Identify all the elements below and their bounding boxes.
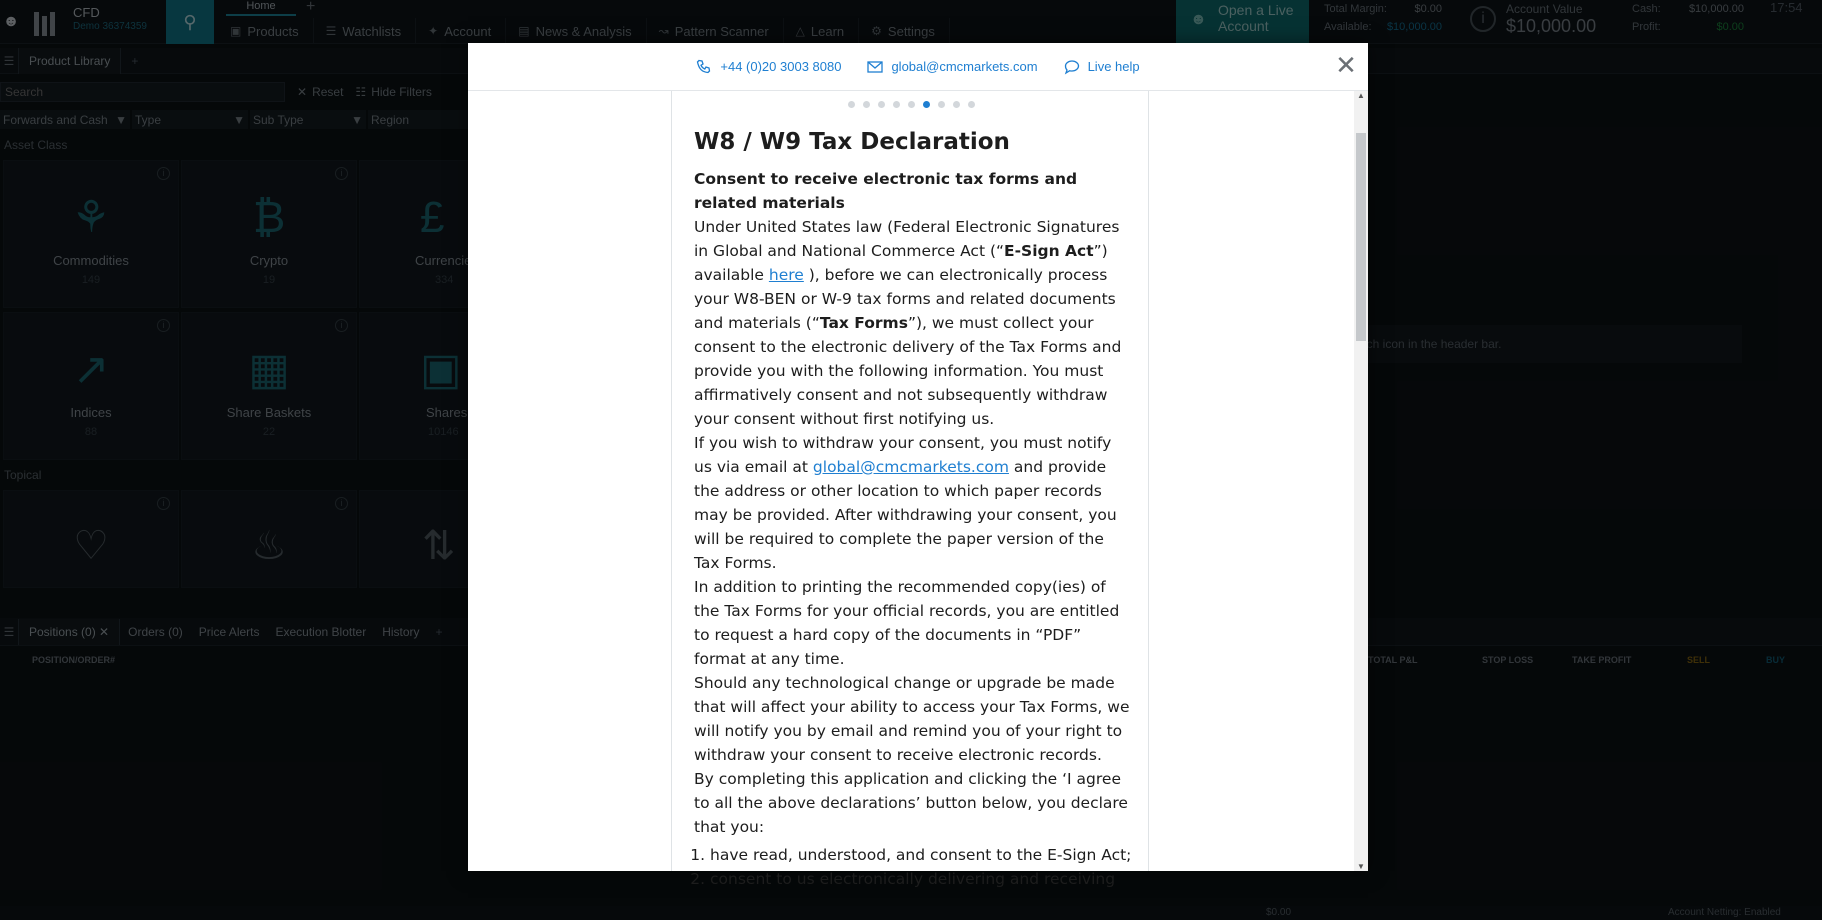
text: ”) available bbox=[694, 242, 1108, 284]
text-bold: E-Sign Act bbox=[1004, 242, 1094, 260]
modal-scrollbar[interactable] bbox=[1354, 91, 1368, 871]
paragraph-withdraw bbox=[694, 431, 1134, 575]
step-dot bbox=[953, 101, 960, 108]
phone-link[interactable] bbox=[696, 59, 841, 75]
list-item: 2. consent to us electronically delivering and receiving bbox=[710, 867, 1134, 891]
close-icon: ✕ bbox=[1335, 50, 1357, 80]
paragraph-upgrade: Should any technological change or upgrade be made that will affect your ability to access your Tax Forms, we will notify you by email and remind you of your right to withdraw your consent to receive electronic records. bbox=[694, 674, 1130, 764]
step-dot bbox=[968, 101, 975, 108]
withdraw-email-link[interactable]: global@cmcmarkets.com bbox=[812, 458, 1009, 476]
step-dot bbox=[893, 101, 900, 108]
page-title: W8 / W9 Tax Declaration bbox=[694, 129, 1010, 155]
step-dot bbox=[878, 101, 885, 108]
email-label: global@cmcmarkets.com bbox=[891, 59, 1038, 74]
text: and provide the address or other location to which paper records may be provided. After withdrawing your consent, you will be required to complete the paper version of the Tax Forms. bbox=[694, 458, 1117, 572]
paragraph-printing: In addition to printing the recommended copy(ies) of the Tax Forms for your official records, you are entitled to request a hard copy of the documents in “PDF” format at any time. bbox=[694, 578, 1120, 668]
scroll-thumb[interactable] bbox=[1356, 133, 1366, 341]
step-dot bbox=[848, 101, 855, 108]
step-dot-active bbox=[923, 101, 930, 108]
step-dot bbox=[938, 101, 945, 108]
step-dot bbox=[908, 101, 915, 108]
text: ), before we can electronically process your W8-BEN or W-9 tax forms and related documents and materials (“ bbox=[694, 266, 1116, 332]
phone-icon bbox=[696, 59, 712, 75]
text: If you wish to withdraw your consent, you must notify us via email at bbox=[694, 434, 1112, 476]
tax-declaration-modal bbox=[468, 43, 1368, 888]
step-indicator bbox=[672, 95, 1150, 113]
modal-content bbox=[671, 91, 1149, 888]
scroll-up-icon[interactable]: ▲ bbox=[1357, 91, 1365, 100]
declaration-list bbox=[710, 843, 1134, 891]
live-help-link[interactable] bbox=[1064, 59, 1140, 75]
esign-here-link[interactable]: here bbox=[768, 266, 804, 284]
list-item: 1. have read, understood, and consent to the E-Sign Act; bbox=[710, 843, 1134, 867]
text-bold: Tax Forms bbox=[819, 314, 908, 332]
paragraph-esign bbox=[694, 215, 1134, 431]
email-link[interactable] bbox=[867, 59, 1037, 75]
consent-subheading: Consent to receive electronic tax forms and related materials bbox=[694, 170, 1078, 212]
close-modal-button[interactable] bbox=[1334, 51, 1358, 79]
paragraph-declare: By completing this application and clicking the ‘I agree to all the above declarations’ button below, you declare that you: bbox=[694, 770, 1128, 836]
modal-contact-bar bbox=[468, 43, 1368, 91]
tax-document bbox=[694, 127, 1134, 891]
mail-icon bbox=[867, 59, 883, 75]
live-help-label: Live help bbox=[1087, 59, 1140, 74]
step-dot bbox=[863, 101, 870, 108]
phone-label: +44 (0)20 3003 8080 bbox=[720, 59, 842, 74]
chat-icon bbox=[1064, 59, 1080, 75]
scroll-down-icon[interactable]: ▼ bbox=[1357, 862, 1365, 871]
text: ”), we must collect your consent to the electronic delivery of the Tax Forms and provide you with the following information. You must affirmatively consent and not subsequently withdraw your consent without first notifying us. bbox=[694, 314, 1122, 428]
text: Under United States law (Federal Electronic Signatures in Global and National Commerce Act (“ bbox=[694, 218, 1120, 260]
